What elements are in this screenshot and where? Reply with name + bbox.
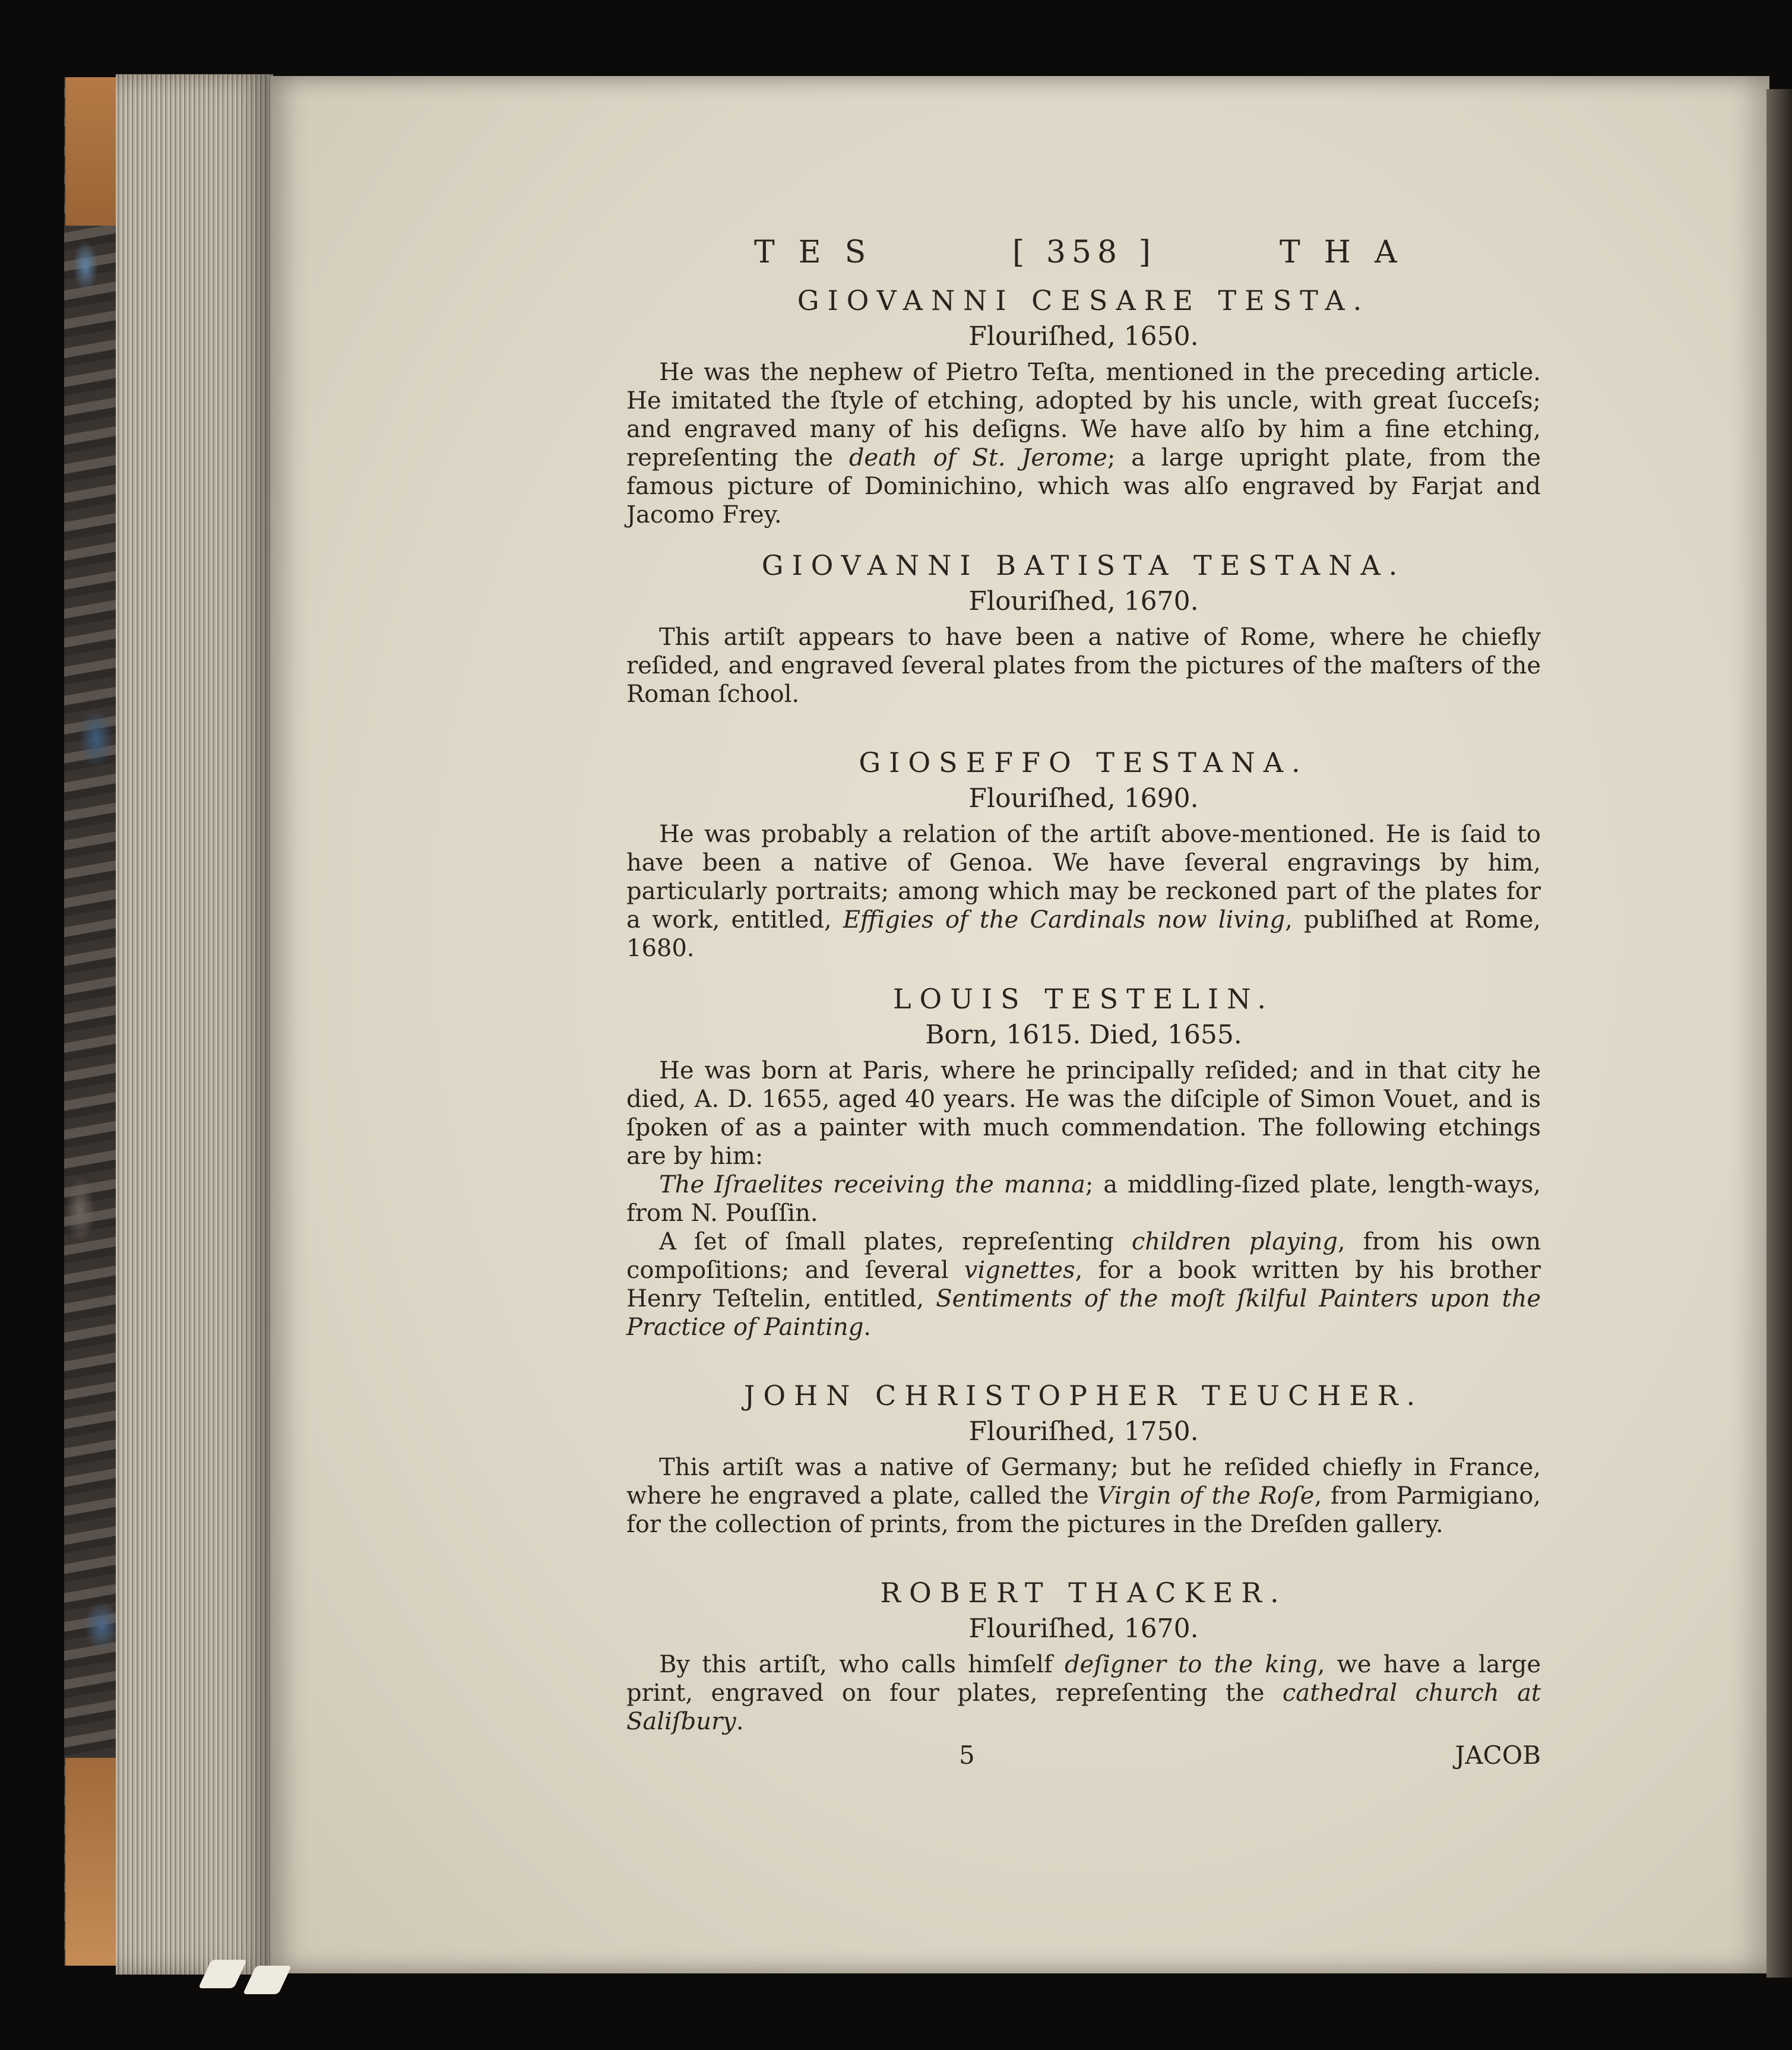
paragraph-text: A ſet of ſmall plates, repreſenting — [659, 1228, 1132, 1255]
page-edges — [116, 74, 273, 1975]
entry-paragraph — [626, 1170, 1541, 1228]
paragraph-text: He was the nephew of Pietro Teſta, mentioned in the preceding article. He imitated the ſtyle of etching, adopted by his uncle, with great ſucceſs; and engraved many of his deſigns. We have alſo by him a fine etching, repreſenting the — [626, 359, 1541, 472]
leather-corner-bottom — [65, 1758, 122, 1966]
italic-title: vignettes — [964, 1257, 1075, 1284]
artist-dates: Born, 1615. Died, 1655. — [925, 1020, 1242, 1050]
entry-paragraph — [626, 1650, 1541, 1736]
italic-title: The Iſraelites receiving the manna — [659, 1171, 1085, 1198]
paragraph-text: This artiſt was a native of Germany; but he reſided chiefly in France, where he engraved a plate, called the — [626, 1454, 1541, 1510]
paragraph-text: By this artiſt, who calls himſelf — [659, 1651, 1065, 1678]
artist-entry — [626, 744, 1541, 963]
artist-name: ROBERT THACKER. — [880, 1577, 1287, 1609]
artist-name: GIOSEFFO TESTANA. — [859, 746, 1309, 779]
paragraph-text: , from his own compoſitions; and ſeveral — [626, 1228, 1541, 1284]
running-head-right: THA — [1280, 235, 1421, 270]
paragraph-text: ; a large upright plate, from the famous picture of Dominichino, which was alſo engraved by Farjat and Jacomo Frey. — [626, 444, 1541, 529]
artist-entry — [626, 980, 1541, 1342]
page-number: [ 358 ] — [1012, 235, 1157, 270]
artist-dates: Flouriſhed, 1650. — [968, 321, 1199, 352]
signature-mark: 5 — [959, 1741, 975, 1770]
text-block — [626, 235, 1541, 1782]
artist-name: GIOVANNI BATISTA TESTANA. — [761, 549, 1406, 581]
artist-entry — [626, 547, 1541, 708]
italic-title: cathedral church at Saliſbury — [626, 1679, 1541, 1735]
artist-entry — [626, 1574, 1541, 1736]
italic-title: Virgin of the Roſe — [1097, 1482, 1315, 1510]
entry-paragraph — [626, 358, 1541, 529]
artist-dates: Flouriſhed, 1690. — [968, 783, 1199, 814]
paragraph-text: , publiſhed at Rome, 1680. — [626, 906, 1541, 962]
artist-dates: Flouriſhed, 1670. — [968, 1614, 1199, 1644]
italic-title: Sentiments of the moſt ſkilful Painters upon the Practice of Painting — [626, 1285, 1541, 1341]
running-head-left: TES — [754, 235, 890, 270]
paragraph-text: , we have a large print, engraved on four plates, repreſenting the — [626, 1651, 1541, 1707]
artist-dates: Flouriſhed, 1670. — [968, 586, 1199, 616]
page-gutter — [1766, 89, 1792, 1978]
entry-paragraph — [626, 1228, 1541, 1342]
paper-slips — [205, 1960, 312, 2001]
paragraph-text: , for a book written by his brother Henry Teſtelin, entitled, — [626, 1257, 1541, 1312]
artist-name: GIOVANNI CESARE TESTA. — [797, 284, 1370, 317]
paragraph-text: . — [736, 1708, 744, 1735]
marbled-board — [64, 77, 118, 1966]
artist-name: LOUIS TESTELIN. — [892, 983, 1274, 1015]
italic-title: death of St. Jerome — [848, 444, 1107, 472]
running-head — [626, 235, 1541, 282]
paragraph-text: This artiſt appears to have been a native of Rome, where he chiefly reſided, and engraved ſeveral plates from the pictures of the maſters of the Roman ſchool. — [626, 624, 1541, 708]
artist-dates: Flouriſhed, 1750. — [968, 1416, 1199, 1447]
entry-paragraph — [626, 1056, 1541, 1170]
entries — [626, 282, 1541, 1736]
italic-title: Effigies of the Cardinals now living — [843, 906, 1286, 934]
leather-corner-top — [65, 77, 122, 226]
artist-entry — [626, 282, 1541, 529]
entry-paragraph — [626, 623, 1541, 708]
page-footer — [626, 1741, 1541, 1782]
artist-name: JOHN CHRISTOPHER TEUCHER. — [743, 1380, 1424, 1412]
entry-paragraph — [626, 820, 1541, 963]
artist-entry — [626, 1377, 1541, 1539]
paragraph-text: He was born at Paris, where he principally reſided; and in that city he died, A. D. 1655, aged 40 years. He was the diſciple of Simon Vouet, and is ſpoken of as a painter with much commendation. The following etchings are by him: — [626, 1057, 1541, 1170]
catchword: JACOB — [1455, 1741, 1541, 1770]
entry-paragraph — [626, 1453, 1541, 1539]
paragraph-text: , from Parmigiano, for the collection of prints, from the pictures in the Dreſden gallery. — [626, 1482, 1541, 1538]
paragraph-text: ; a middling-ſized plate, length-ways, from N. Pouſſin. — [626, 1171, 1541, 1227]
italic-title: deſigner to the king — [1064, 1651, 1318, 1678]
italic-title: children playing — [1131, 1228, 1338, 1255]
paragraph-text: . — [863, 1314, 872, 1341]
paragraph-text: He was probably a relation of the artiſt above-mentioned. He is ſaid to have been a native of Genoa. We have ſeveral engravings by him, particularly portraits; among which may be reckoned part of the plates for a work, entitled, — [626, 821, 1541, 934]
